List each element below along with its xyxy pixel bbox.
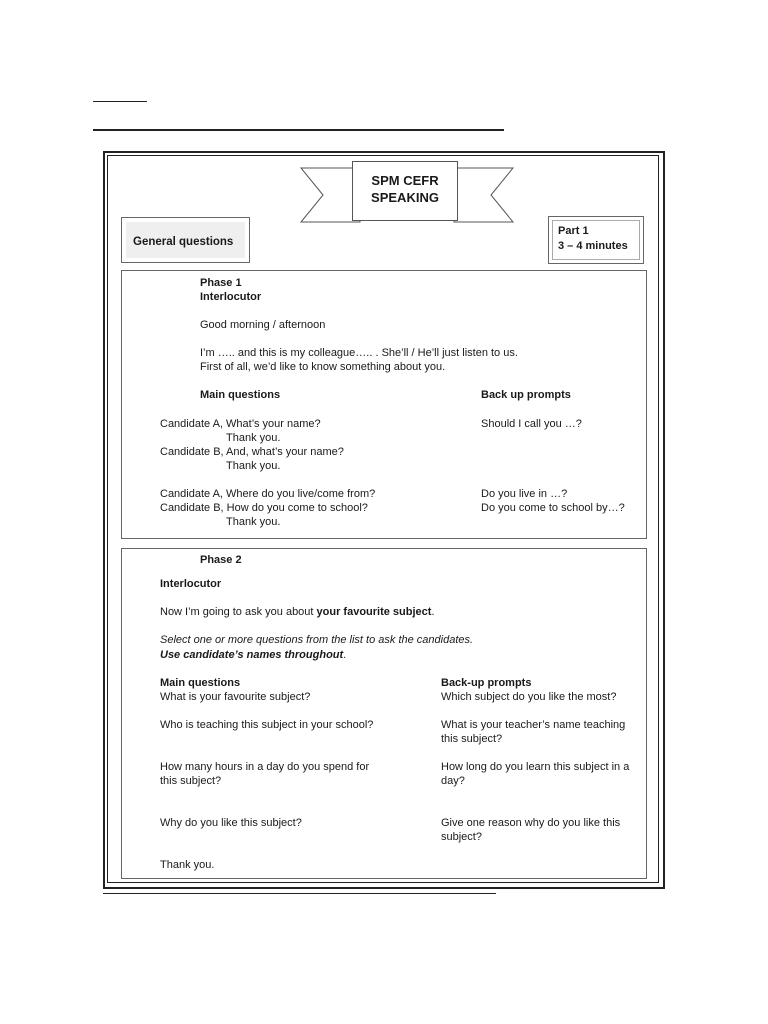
phase2-heading: Phase 2 — [200, 554, 242, 566]
part-label: Part 1 — [558, 225, 589, 237]
phase2-question-3-line1: How many hours in a day do you spend for — [160, 761, 370, 773]
phase2-question-3-line2: this subject? — [160, 775, 222, 787]
phase2-prompt-3-line1: How long do you learn this subject in a — [441, 761, 630, 773]
phase2-intro-prefix: Now I’m going to ask you about — [160, 606, 317, 618]
section-label-box — [121, 217, 250, 263]
phase2-intro — [160, 605, 435, 619]
phase2-prompt-3-line2: day? — [441, 775, 465, 787]
part-box — [548, 216, 644, 264]
phase2-prompt-2-line1: What is your teacher’s name teaching — [441, 719, 626, 731]
phase1-question-3: Candidate A, Where do you live/come from? — [160, 488, 376, 500]
long-rule — [93, 129, 504, 131]
phase1-question-1: Candidate A, What’s your name? — [160, 418, 321, 430]
phase2-instruction-2-text: Use candidate’s names throughout — [160, 649, 344, 661]
phase2-role: Interlocutor — [160, 578, 222, 590]
phase1-prompt-4: Do you come to school by…? — [481, 502, 625, 514]
phase1-thanks-2: Thank you. — [226, 460, 281, 472]
part-duration: 3 – 4 minutes — [558, 240, 628, 252]
phase1-intro-2: First of all, we’d like to know something about you. — [200, 361, 446, 373]
phase2-main-header: Main questions — [160, 677, 241, 689]
phase1-prompt-3: Do you live in …? — [481, 488, 568, 500]
phase2-closing: Thank you. — [160, 859, 215, 871]
phase1-question-2: Candidate B, And, what’s your name? — [160, 446, 344, 458]
phase1-heading: Phase 1 — [200, 277, 242, 289]
bottom-rule — [103, 893, 496, 894]
phase2-prompt-4-line1: Give one reason why do you like this — [441, 817, 621, 829]
phase2-instruction-2 — [160, 648, 346, 662]
phase2-backup-header: Back-up prompts — [441, 677, 532, 689]
phase2-question-4: Why do you like this subject? — [160, 817, 302, 829]
phase2-instruction-2-suffix: . — [343, 649, 347, 661]
phase2-question-1: What is your favourite subject? — [160, 691, 311, 703]
phase1-role: Interlocutor — [200, 291, 262, 303]
short-rule — [93, 101, 147, 102]
phase2-intro-suffix: . — [431, 606, 435, 618]
phase1-question-4: Candidate B, How do you come to school? — [160, 502, 368, 514]
phase1-thanks-1: Thank you. — [226, 432, 281, 444]
section-label: General questions — [133, 236, 234, 248]
phase1-prompt-1: Should I call you …? — [481, 418, 582, 430]
phase2-intro-topic: your favourite subject — [316, 606, 432, 618]
phase2-instruction-1: Select one or more questions from the list to ask the candidates. — [160, 634, 474, 646]
phase1-thanks-4: Thank you. — [226, 516, 281, 528]
phase2-prompt-4-line2: subject? — [441, 831, 482, 843]
title-banner — [352, 161, 458, 221]
title-line-1: SPM CEFR — [371, 173, 439, 188]
phase2-prompt-2-line2: this subject? — [441, 733, 503, 745]
phase2-prompt-1: Which subject do you like the most? — [441, 691, 617, 703]
phase1-main-header: Main questions — [200, 389, 281, 401]
phase1-intro-1: I’m ….. and this is my colleague….. . She’ll / He’ll just listen to us. — [200, 347, 518, 359]
title-line-2: SPEAKING — [371, 190, 439, 205]
phase1-greeting: Good morning / afternoon — [200, 319, 326, 331]
phase2-question-2: Who is teaching this subject in your school? — [160, 719, 374, 731]
phase1-backup-header: Back up prompts — [481, 389, 571, 401]
